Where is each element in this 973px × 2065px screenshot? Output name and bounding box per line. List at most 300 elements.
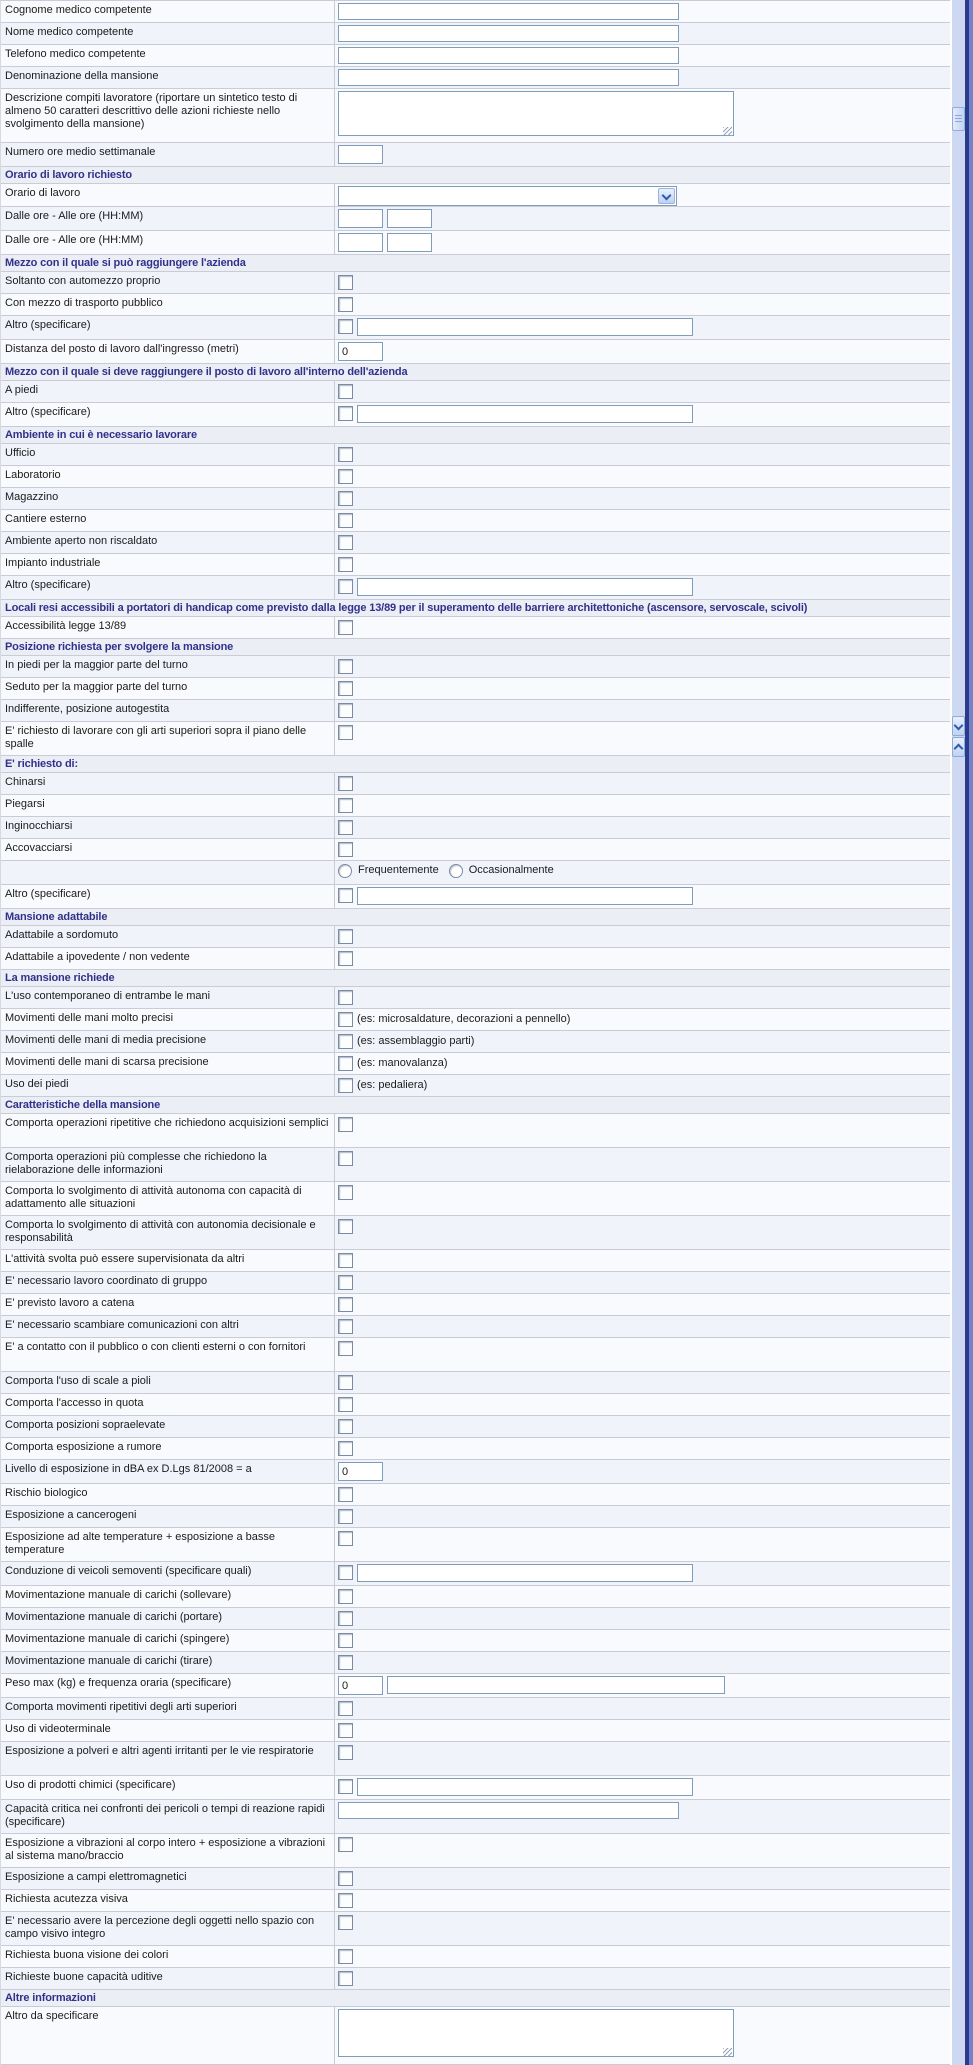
field-cell <box>335 1484 950 1505</box>
field-label: Accessibilità legge 13/89 <box>1 617 335 638</box>
form-row <box>1 617 950 639</box>
checkbox[interactable] <box>338 1012 353 1027</box>
field-label: Magazzino <box>1 488 335 509</box>
field-label: Altro (specificare) <box>1 316 335 339</box>
checkbox[interactable] <box>338 557 353 572</box>
chevron-down-icon <box>662 190 672 200</box>
field-cell <box>335 272 950 293</box>
field-label: Adattabile a ipovedente / non vedente <box>1 948 335 969</box>
field-label: Altro (specificare) <box>1 885 335 908</box>
field-cell <box>335 1946 950 1967</box>
field-cell <box>335 1416 950 1437</box>
field-cell <box>335 617 950 638</box>
field-note: (es: pedaliera) <box>357 1079 428 1091</box>
field-label: Livello di esposizione in dBA ex D.Lgs 81/2008 = a <box>1 1460 335 1483</box>
field-cell <box>335 1 950 22</box>
checkbox[interactable] <box>338 1565 353 1580</box>
section-title: Orario di lavoro richiesto <box>5 169 132 181</box>
scroll-up-button[interactable] <box>952 737 965 757</box>
field-cell <box>335 1216 950 1249</box>
text-input[interactable] <box>387 233 432 252</box>
checkbox[interactable] <box>338 1253 353 1268</box>
field-label: Movimentazione manuale di carichi (sollevare) <box>1 1586 335 1607</box>
checkbox[interactable] <box>338 1441 353 1456</box>
checkbox[interactable] <box>338 1871 353 1886</box>
form-row <box>1 1394 950 1416</box>
form-row <box>1 316 950 340</box>
field-cell <box>335 1868 950 1889</box>
field-label: Comporta lo svolgimento di attività con autonomia decisionale e responsabilità <box>1 1216 335 1249</box>
field-label: Altro (specificare) <box>1 403 335 426</box>
section-title: Ambiente in cui è necessario lavorare <box>5 429 197 441</box>
field-label: Capacità critica nei confronti dei pericoli o tempi di reazione rapidi (specificare) <box>1 1800 335 1833</box>
field-label: Numero ore medio settimanale <box>1 143 335 166</box>
field-label: Distanza del posto di lavoro dall'ingresso (metri) <box>1 340 335 363</box>
frame-border-outer <box>969 0 973 2065</box>
form-row <box>1 1868 950 1890</box>
select-dropdown[interactable] <box>338 186 677 206</box>
vertical-scrollbar-track[interactable] <box>952 0 965 2065</box>
form-row <box>1 1586 950 1608</box>
field-cell <box>335 795 950 816</box>
field-label: A piedi <box>1 381 335 402</box>
field-cell <box>335 1562 950 1585</box>
field-cell <box>335 1460 950 1483</box>
field-cell <box>335 1586 950 1607</box>
field-cell <box>335 817 950 838</box>
form-row <box>1 795 950 817</box>
checkbox[interactable] <box>338 1915 353 1930</box>
field-cell <box>335 773 950 794</box>
field-label: Uso di videoterminale <box>1 1720 335 1741</box>
form-row <box>1 1674 950 1698</box>
checkbox[interactable] <box>338 1779 353 1794</box>
text-input[interactable] <box>357 887 693 905</box>
form-row <box>1 1608 950 1630</box>
field-label: Rischio biologico <box>1 1484 335 1505</box>
checkbox[interactable] <box>338 1531 353 1546</box>
form-row <box>1 1216 950 1250</box>
field-cell <box>335 1800 950 1833</box>
checkbox[interactable] <box>338 1078 353 1093</box>
checkbox[interactable] <box>338 951 353 966</box>
form-row <box>1 45 950 67</box>
checkbox[interactable] <box>338 681 353 696</box>
field-cell <box>335 1608 950 1629</box>
field-cell <box>335 926 950 947</box>
section-title: Caratteristiche della mansione <box>5 1099 161 1111</box>
checkbox[interactable] <box>338 447 353 462</box>
textarea[interactable] <box>338 2009 734 2057</box>
field-cell <box>335 1182 950 1215</box>
checkbox[interactable] <box>338 703 353 718</box>
checkbox[interactable] <box>338 1375 353 1390</box>
checkbox[interactable] <box>338 776 353 791</box>
radio-button[interactable] <box>449 864 463 878</box>
checkbox[interactable] <box>338 1633 353 1648</box>
form-row <box>1 1250 950 1272</box>
form-row <box>1 656 950 678</box>
form-row <box>1 1506 950 1528</box>
radio-button[interactable] <box>338 864 352 878</box>
form-row <box>1 1053 950 1075</box>
text-input[interactable] <box>338 69 679 86</box>
checkbox[interactable] <box>338 990 353 1005</box>
text-input[interactable] <box>338 47 679 64</box>
textarea[interactable] <box>338 91 734 136</box>
textarea-wrapper <box>338 91 734 139</box>
field-label <box>1 861 335 884</box>
form-row <box>1 678 950 700</box>
field-cell <box>335 2007 950 2064</box>
section-header <box>1 255 950 272</box>
form-row <box>1 444 950 466</box>
checkbox[interactable] <box>338 1275 353 1290</box>
text-input[interactable] <box>338 1462 383 1481</box>
checkbox[interactable] <box>338 513 353 528</box>
form-row <box>1 1338 950 1372</box>
field-cell <box>335 1438 950 1459</box>
section-title: Mansione adattabile <box>5 911 108 923</box>
field-label: Esposizione a campi elettromagnetici <box>1 1868 335 1889</box>
form-row <box>1 1776 950 1800</box>
field-label: Accovacciarsi <box>1 839 335 860</box>
field-cell <box>335 184 950 206</box>
field-cell <box>335 656 950 677</box>
field-label: Comporta lo svolgimento di attività autonoma con capacità di adattamento alle situazioni <box>1 1182 335 1215</box>
field-cell <box>335 1528 950 1561</box>
field-cell <box>335 1316 950 1337</box>
field-label: Peso max (kg) e frequenza oraria (specificare) <box>1 1674 335 1697</box>
field-cell <box>335 839 950 860</box>
field-cell <box>335 1652 950 1673</box>
field-cell <box>335 1272 950 1293</box>
form-row <box>1 1148 950 1182</box>
field-label: Movimenti delle mani di media precisione <box>1 1031 335 1052</box>
field-cell <box>335 1912 950 1945</box>
text-input[interactable] <box>338 3 679 20</box>
form-row <box>1 381 950 403</box>
checkbox[interactable] <box>338 1341 353 1356</box>
checkbox[interactable] <box>338 1509 353 1524</box>
field-label: Impianto industriale <box>1 554 335 575</box>
form-row <box>1 231 950 255</box>
form-row <box>1 1372 950 1394</box>
form-row <box>1 1968 950 1990</box>
checkbox[interactable] <box>338 1723 353 1738</box>
field-note: (es: assemblaggio parti) <box>357 1035 475 1047</box>
field-note: (es: manovalanza) <box>357 1057 448 1069</box>
text-input[interactable] <box>357 318 693 336</box>
field-label: Denominazione della mansione <box>1 67 335 88</box>
checkbox[interactable] <box>338 297 353 312</box>
text-input[interactable] <box>357 1778 693 1796</box>
field-cell <box>335 948 950 969</box>
field-label: Adattabile a sordomuto <box>1 926 335 947</box>
field-label: Movimenti delle mani di scarsa precisione <box>1 1053 335 1074</box>
field-label: Ambiente aperto non riscaldato <box>1 532 335 553</box>
checkbox[interactable] <box>338 888 353 903</box>
field-label: Comporta l'uso di scale a pioli <box>1 1372 335 1393</box>
checkbox[interactable] <box>338 1971 353 1986</box>
form-row <box>1 1742 950 1776</box>
section-header <box>1 1990 950 2007</box>
field-label: Chinarsi <box>1 773 335 794</box>
field-label: Comporta movimenti ripetitivi degli arti superiori <box>1 1698 335 1719</box>
form-row <box>1 340 950 364</box>
checkbox[interactable] <box>338 1319 353 1334</box>
form-row <box>1 1460 950 1484</box>
field-label: Dalle ore - Alle ore (HH:MM) <box>1 231 335 254</box>
form-row <box>1 272 950 294</box>
text-input[interactable] <box>338 25 679 42</box>
form-row <box>1 1562 950 1586</box>
checkbox[interactable] <box>338 1219 353 1234</box>
field-cell <box>335 1968 950 1989</box>
scroll-down-button[interactable] <box>952 716 965 736</box>
checkbox[interactable] <box>338 384 353 399</box>
form-row <box>1 1438 950 1460</box>
text-input[interactable] <box>387 1676 725 1694</box>
checkbox[interactable] <box>338 469 353 484</box>
field-cell <box>335 1834 950 1867</box>
checkbox[interactable] <box>338 1185 353 1200</box>
field-cell <box>335 722 950 755</box>
form-row <box>1 1528 950 1562</box>
field-cell <box>335 207 950 230</box>
form-row <box>1 1031 950 1053</box>
textarea-wrapper <box>338 2009 734 2060</box>
section-title: Altre informazioni <box>5 1992 96 2004</box>
field-cell <box>335 444 950 465</box>
field-label: Esposizione ad alte temperature + esposizione a basse temperature <box>1 1528 335 1561</box>
field-cell <box>335 67 950 88</box>
field-cell <box>335 1394 950 1415</box>
field-cell <box>335 1250 950 1271</box>
text-input[interactable] <box>387 209 432 228</box>
field-cell <box>335 143 950 166</box>
checkbox[interactable] <box>338 579 353 594</box>
form-row <box>1 532 950 554</box>
field-cell <box>335 678 950 699</box>
text-input[interactable] <box>338 233 383 252</box>
field-label: Con mezzo di trasporto pubblico <box>1 294 335 315</box>
checkbox[interactable] <box>338 535 353 550</box>
checkbox[interactable] <box>338 1297 353 1312</box>
checkbox[interactable] <box>338 1117 353 1132</box>
select-arrow-button[interactable] <box>658 188 675 204</box>
form-row <box>1 1316 950 1338</box>
checkbox[interactable] <box>338 319 353 334</box>
form-row <box>1 1652 950 1674</box>
field-cell <box>335 488 950 509</box>
field-label: E' richiesto di lavorare con gli arti superiori sopra il piano delle spalle <box>1 722 335 755</box>
field-cell <box>335 1776 950 1799</box>
form-row <box>1 926 950 948</box>
field-label: Richieste buone capacità uditive <box>1 1968 335 1989</box>
form-row <box>1 554 950 576</box>
field-cell <box>335 1338 950 1371</box>
form-row <box>1 1912 950 1946</box>
section-title: Locali resi accessibili a portatori di handicap come previsto dalla legge 13/89 per il superamento delle barriere architettoniche (ascensore, servoscale, scivoli) <box>5 602 808 614</box>
form-row <box>1 885 950 909</box>
form-row <box>1 89 950 143</box>
field-cell <box>335 340 950 363</box>
form-row <box>1 67 950 89</box>
field-cell <box>335 381 950 402</box>
form-row <box>1 1075 950 1097</box>
field-cell <box>335 1506 950 1527</box>
field-cell <box>335 1009 950 1030</box>
checkbox[interactable] <box>338 1056 353 1071</box>
checkbox[interactable] <box>338 1893 353 1908</box>
form-row <box>1 466 950 488</box>
field-cell <box>335 466 950 487</box>
checkbox[interactable] <box>338 820 353 835</box>
field-label: Comporta posizioni sopraelevate <box>1 1416 335 1437</box>
form-row <box>1 1484 950 1506</box>
form-row <box>1 294 950 316</box>
field-label: Movimentazione manuale di carichi (portare) <box>1 1608 335 1629</box>
field-label: Movimenti delle mani molto precisi <box>1 1009 335 1030</box>
form-row <box>1 700 950 722</box>
form-row <box>1 987 950 1009</box>
field-cell <box>335 1698 950 1719</box>
checkbox[interactable] <box>338 1701 353 1716</box>
field-cell <box>335 532 950 553</box>
form-row <box>1 1416 950 1438</box>
field-label: Esposizione a vibrazioni al corpo intero + esposizione a vibrazioni al sistema mano/braccio <box>1 1834 335 1867</box>
form-row <box>1 23 950 45</box>
checkbox[interactable] <box>338 929 353 944</box>
field-label: E' necessario scambiare comunicazioni con altri <box>1 1316 335 1337</box>
form-row <box>1 1294 950 1316</box>
checkbox[interactable] <box>338 1034 353 1049</box>
field-label: Ufficio <box>1 444 335 465</box>
text-input[interactable] <box>357 1564 693 1582</box>
radio-label: Occasionalmente <box>468 864 554 876</box>
text-input[interactable] <box>338 1802 679 1819</box>
checkbox[interactable] <box>338 491 353 506</box>
section-title: E' richiesto di: <box>5 758 78 770</box>
field-cell <box>335 1053 950 1074</box>
field-label: E' necessario lavoro coordinato di gruppo <box>1 1272 335 1293</box>
checkbox[interactable] <box>338 1745 353 1760</box>
section-header <box>1 364 950 381</box>
field-label: E' a contatto con il pubblico o con clienti esterni o con fornitori <box>1 1338 335 1371</box>
text-input[interactable] <box>357 405 693 423</box>
section-header <box>1 600 950 617</box>
form-row <box>1 1698 950 1720</box>
checkbox[interactable] <box>338 1949 353 1964</box>
resize-grip-icon <box>723 127 732 136</box>
form-row <box>1 207 950 231</box>
section-header <box>1 756 950 773</box>
checkbox[interactable] <box>338 275 353 290</box>
field-cell <box>335 987 950 1008</box>
checkbox[interactable] <box>338 1397 353 1412</box>
field-label: Comporta operazioni ripetitive che richiedono acquisizioni semplici <box>1 1114 335 1147</box>
checkbox[interactable] <box>338 725 353 740</box>
checkbox[interactable] <box>338 1611 353 1626</box>
checkbox[interactable] <box>338 1487 353 1502</box>
section-title: La mansione richiede <box>5 972 115 984</box>
text-input[interactable] <box>338 342 383 361</box>
checkbox[interactable] <box>338 1837 353 1852</box>
field-label: E' previsto lavoro a catena <box>1 1294 335 1315</box>
checkbox[interactable] <box>338 620 353 635</box>
checkbox[interactable] <box>338 1151 353 1166</box>
field-label: Esposizione a cancerogeni <box>1 1506 335 1527</box>
chevron-up-icon <box>954 744 964 754</box>
field-cell <box>335 231 950 254</box>
field-label: Laboratorio <box>1 466 335 487</box>
form-row <box>1 143 950 167</box>
resize-grip-icon <box>723 2048 732 2057</box>
field-label: In piedi per la maggior parte del turno <box>1 656 335 677</box>
field-cell <box>335 1031 950 1052</box>
field-label: Movimentazione manuale di carichi (tirare) <box>1 1652 335 1673</box>
checkbox[interactable] <box>338 406 353 421</box>
form-row <box>1 403 950 427</box>
field-cell <box>335 89 950 142</box>
text-input[interactable] <box>357 578 693 596</box>
form-row <box>1 722 950 756</box>
section-header <box>1 970 950 987</box>
form-row <box>1 839 950 861</box>
field-label: Comporta l'accesso in quota <box>1 1394 335 1415</box>
field-cell <box>335 1720 950 1741</box>
form-row <box>1 817 950 839</box>
field-cell <box>335 1294 950 1315</box>
checkbox[interactable] <box>338 798 353 813</box>
form-row <box>1 1946 950 1968</box>
field-cell <box>335 1148 950 1181</box>
form-row <box>1 488 950 510</box>
field-label: Richiesta acutezza visiva <box>1 1890 335 1911</box>
field-label: Nome medico competente <box>1 23 335 44</box>
form-row <box>1 1720 950 1742</box>
field-cell <box>335 861 950 884</box>
checkbox[interactable] <box>338 1419 353 1434</box>
field-cell <box>335 1674 950 1697</box>
field-label: Dalle ore - Alle ore (HH:MM) <box>1 207 335 230</box>
chevron-down-icon <box>954 720 964 730</box>
field-label: Uso di prodotti chimici (specificare) <box>1 1776 335 1799</box>
field-note: (es: microsaldature, decorazioni a pennello) <box>357 1013 571 1025</box>
checkbox[interactable] <box>338 1655 353 1670</box>
section-header <box>1 427 950 444</box>
section-header <box>1 167 950 184</box>
section-title: Mezzo con il quale si deve raggiungere il posto di lavoro all'interno dell'azienda <box>5 366 408 378</box>
field-label: Conduzione di veicoli semoventi (specificare quali) <box>1 1562 335 1585</box>
field-label: Comporta esposizione a rumore <box>1 1438 335 1459</box>
text-input[interactable] <box>338 1676 383 1695</box>
field-label: L'uso contemporaneo di entrambe le mani <box>1 987 335 1008</box>
checkbox[interactable] <box>338 1589 353 1604</box>
form-row <box>1 1 950 23</box>
field-cell <box>335 1372 950 1393</box>
text-input[interactable] <box>338 145 383 164</box>
form-row <box>1 576 950 600</box>
field-label: Piegarsi <box>1 795 335 816</box>
checkbox[interactable] <box>338 842 353 857</box>
checkbox[interactable] <box>338 659 353 674</box>
field-cell <box>335 885 950 908</box>
field-label: Altro (specificare) <box>1 576 335 599</box>
scrollbar-thumb[interactable] <box>952 107 965 131</box>
text-input[interactable] <box>338 209 383 228</box>
